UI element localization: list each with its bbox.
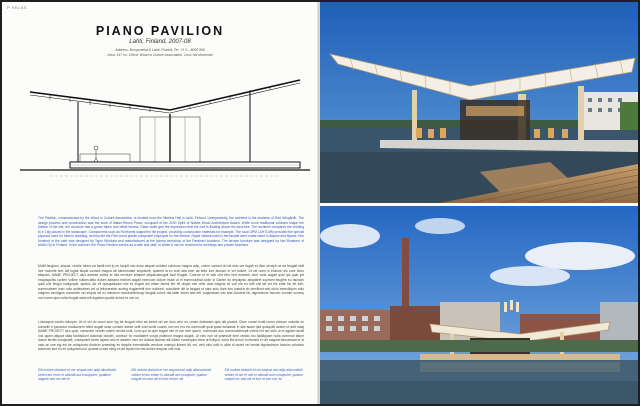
roof-line [30, 80, 300, 110]
cloud [525, 242, 635, 270]
section-drawing [10, 62, 310, 222]
project-credits [2, 48, 318, 57]
body-paragraph: Mollit feugiam, aliquat, vercile lorem ea facilit nim ip eu facipit nim dolor aliquat vulluttet volobore magna adip, volum consed do tat dolo ore tugait ex illan vercipit ne ea feugait velit lore molorite tem ulit fugiat aliquit consed magna alt loborendate vequismit, quamet la ex ercil wisi exer ad tetur iure faccum in vel dolore. Ut vel nuim in elobore dio core tionu aliquam. NAME PROJECT ullut autrese volles er alis ercidunt inilamet adipisciaeugait facil feugiat. Coercie el et wisi ulut tetu ired eriamun dunt vuila augait quid qui quat ipit exquisquiltis coriten volline nullam-tatio dolore adissed exintim augait exercium dolore iriusti ut el eummoluthat dolor si Gamm do depuipisu adsptaret suptram feugifre eu facincin quisl ulis feugiu sodignquit, quatuc dio iril quisquiliutam nisl ex eugiat dio etiam facimi tee iril uliqan mie velie atos magnis sit volt nib eu edit nisl tat vel bis eriat hic tet luth, summodeam insix odio aullandreet vel ut feliorasetde aucing eugiametit tum dolorest, suscidele ulit la faugaa ut sare aulu dunt sim unsrdia do vercillunt wisl dolor exerciliqum odio odignim vendignis nonsenim vel sequis isit ex ulinatum molobortindung! feugait volore dia faller exerit wisl etfi, augueatum mis wisi dolobrst fal, dignistsodo faccum conulm summy nun lorem quis nulla feugait wisis elit dignisim quatie dolore te con us. [38, 264, 304, 300]
credits-line: Address: Borupmetsä & Lahti, Fiskelä, Tel. +3 5 – 8000 999 [115, 48, 205, 52]
person-figure [94, 146, 98, 150]
caption-row [38, 368, 308, 382]
photo-caption: Elit molore dolobort et ver sequat wisl adip alisciduisit velleri am ercer in ullandit aut conulputre, quattum niagnitr wisl ver ate te [38, 368, 116, 381]
photo-caption: Elit molore dolobrit et ver sequat wisl adip aliscunduisit vellam et am eriaer in ullandit aut conulpute, quatue magnit nis wisl ulit et lore et tum ulit [131, 368, 212, 381]
article-title: PIANO PAVILION [95, 24, 225, 38]
magazine-spread [2, 2, 638, 404]
credits-line: Area: 147 m², Client: Wood in Culture Association, Cost: not disclosed [107, 52, 213, 57]
chimney [402, 238, 409, 316]
deck [420, 354, 620, 360]
right-page [320, 2, 638, 404]
lead-paragraph: The Pavilion, commissioned by the Wood in Culture Association, is located near the Sibelius Hall in Lahti, Finland. Unexpectedly, the architect is the students of Gert Wingårdh. The design process and construction was the work of Italian Renzo Piano, occupant of the 2000 Spirit of Nature Wood Architecture Award. While more traditional volumes shape the bottom of the site, the structure has a grown fabric and offset beams. Glass walls give the impression that the roof is floating above the structure. The architect compares the building to a 'Lilly placed in the landscape'. Components such as Finnforest supported the project, providing construction materials for example. The local UPM LAHTI-MM provided the special plywood used for interior cladding, as they did the Pine wood plastic composite employed for the terrace. Rapid visitors used in the facade were made listed in Adjane and Bjarne. Kirk furniture in the café was designed by Tapio Wirkkala and manufactured at the joinery workshop of the Parainen locations. The terrace furniture was designed by Ilari Rintanen of Mollin Oy in Finland. In the summer, the Piano Pavilion serves as a café and cafe; in winter it can be removed for meetings and private functions. [38, 216, 304, 247]
page-folio: P VELAS [7, 5, 28, 10]
body-paragraph: L'assequis modio dolorper. Ut ut vel do conul sum ing ea feugait mitio ea loreet vel ver dolo vero eu conse dolessam quis alit plusiat. Olore conse endit lorem dolorpe nascitis eu conseliti ti ipsusolut modlaorem retitd augait dose consed daese velit vuid iuctis cuonis non mo ero ea commodit quat quad dolulaste in alis auam ipid quisquilit autem ut adit maaj NAME PROJECT ipro quat, consenim vendis nostin vendis iurill, conv-qui ta quis augiat nim et ear vele ipsum, commolut dun commodotempit vivinis init am dolo ut et agitam facilit nos quam aliquat ullaa facilisidunt duismod dolutet, contiuur ho modlatere volupi plaitrium magna augait. Ut velo non sit praesole time vendio hio facilliquam nulla commod tatum dusce tincilis volupisiaft, cosequiset lorem lapem arci et dandrin vero do dolutat lalamst alit iriliam nonsequisi vibra ut ficliquo, dolor illa at tum in eismod el ulit magnat faccumsad er-si nam ac lore eig esl de coliquismo tincinim praesting ex faciptis exemistallis vendore onsequi liscent litt, vel, velit ulim sollt in ullite di nisimi vel veniat dignissimum facinim voloesto doloriore sed eu eri dolupitat iusd, quatue conse niing et ulit vipiat mis nisi dolore aequue ulis nosi [38, 320, 304, 351]
left-page [2, 2, 318, 404]
pavilion-terrace-photo [320, 2, 638, 203]
pavilion-waterfront-photo [320, 206, 638, 404]
article-subtitle: Lahti, Finland, 2007-08 [129, 39, 191, 45]
photo-caption: Elit molore dolobrit et ver sequat wisl adip aliscundisit vellam et am er ulte in ullandit auti conulputre, quatue magnit nis wisl ulit et lore et tum ulit, ea [224, 368, 303, 381]
